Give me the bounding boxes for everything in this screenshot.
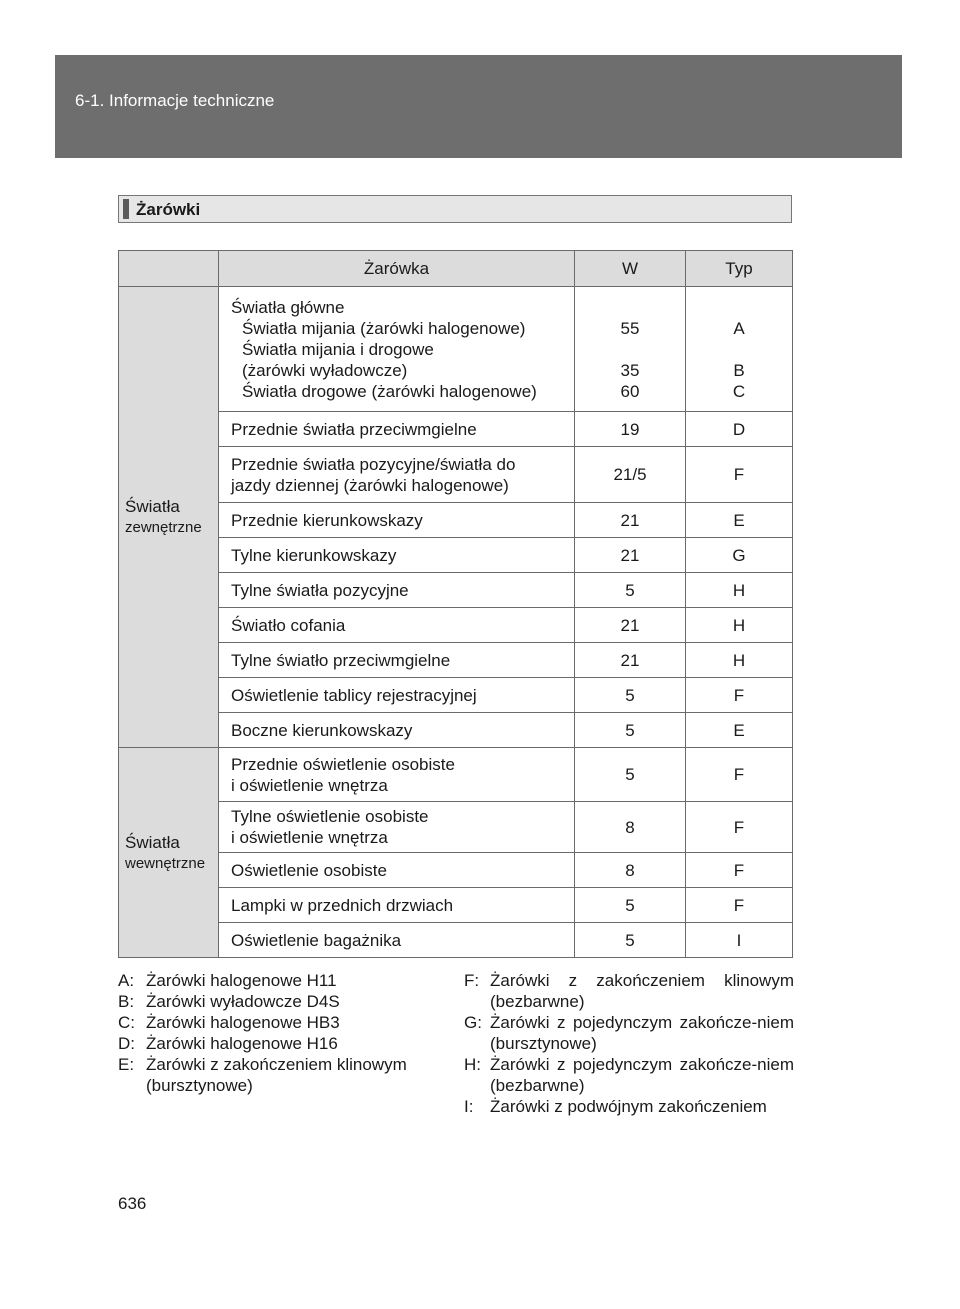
bulb-watts: 21/5 — [575, 447, 686, 503]
bulb-type: F — [686, 802, 793, 853]
bulb-name: Przednie oświetlenie osobiste i oświetlenie wnętrza — [219, 748, 575, 802]
table-row — [119, 503, 793, 538]
table-row — [119, 608, 793, 643]
bulb-name: Tylne kierunkowskazy — [219, 538, 575, 573]
header-bar — [55, 55, 902, 158]
bulb-name: Przednie światła pozycyjne/światła do jazdy dziennej (żarówki halogenowe) — [219, 447, 575, 503]
table-row — [119, 923, 793, 958]
bulb-type: I — [686, 923, 793, 958]
bulb-name: Oświetlenie bagażnika — [219, 923, 575, 958]
bulb-watts: 21 — [575, 538, 686, 573]
table-row — [119, 853, 793, 888]
bulb-name: Oświetlenie tablicy rejestracyjnej — [219, 678, 575, 713]
column-header-watts: W — [575, 251, 686, 287]
bulb-type: D — [686, 412, 793, 447]
bulb-watts: 21 — [575, 503, 686, 538]
table-row — [119, 287, 793, 412]
legend-item — [118, 1054, 440, 1096]
table-row — [119, 643, 793, 678]
legend-text: Żarówki z podwójnym zakończeniem — [490, 1097, 767, 1116]
legend-item — [118, 991, 440, 1012]
bulb-watts: 55 35 60 — [575, 287, 686, 412]
legend-text: Żarówki halogenowe H16 — [146, 1034, 338, 1053]
bulb-name: Światła główne Światła mijania (żarówki halogenowe) Światła mijania i drogowe (żarówki wyładowcze) Światła drogowe (żarówki halogenowe) — [219, 287, 575, 412]
legend-text: Żarówki wyładowcze D4S — [146, 992, 340, 1011]
table-header-row — [119, 251, 793, 287]
table-row — [119, 802, 793, 853]
bulb-watts: 21 — [575, 643, 686, 678]
bulbs-table — [118, 250, 793, 958]
bulb-watts: 5 — [575, 713, 686, 748]
bulb-type: F — [686, 748, 793, 802]
bulb-watts: 5 — [575, 748, 686, 802]
chapter-title: 6-1. Informacje techniczne — [75, 91, 275, 110]
table-row — [119, 713, 793, 748]
column-header-group — [119, 251, 219, 287]
bulb-watts: 8 — [575, 802, 686, 853]
legend-key: D: — [118, 1034, 135, 1053]
bulb-type: A B C — [686, 287, 793, 412]
bulb-name: Tylne światła pozycyjne — [219, 573, 575, 608]
table-row — [119, 538, 793, 573]
bulb-type: F — [686, 447, 793, 503]
bulb-type: H — [686, 573, 793, 608]
bulb-watts: 5 — [575, 923, 686, 958]
bulb-name: Przednie kierunkowskazy — [219, 503, 575, 538]
bulb-watts: 19 — [575, 412, 686, 447]
legend-text: Żarówki halogenowe H11 — [146, 971, 337, 990]
section-title: Żarówki — [136, 200, 201, 219]
bulb-type: E — [686, 503, 793, 538]
legend-right — [464, 970, 794, 1117]
bulb-name: Przednie światła przeciwmgielne — [219, 412, 575, 447]
legend-text: Żarówki z zakończeniem klinowym (bezbarwne) — [490, 971, 794, 1011]
legend-text: Żarówki z pojedynczym zakończe-niem (bezbarwne) — [490, 1055, 794, 1095]
section-marker — [123, 199, 129, 219]
bulb-name: Oświetlenie osobiste — [219, 853, 575, 888]
legend-key: A: — [118, 971, 135, 990]
table-row — [119, 748, 793, 802]
legend-item — [118, 1033, 440, 1054]
legend-text: Żarówki z zakończeniem klinowym (bursztynowe) — [146, 1055, 407, 1095]
bulb-type: E — [686, 713, 793, 748]
bulb-type: F — [686, 888, 793, 923]
bulb-watts: 21 — [575, 608, 686, 643]
table-row — [119, 447, 793, 503]
bulb-type: H — [686, 643, 793, 678]
column-header-type: Typ — [686, 251, 793, 287]
table-row — [119, 678, 793, 713]
legend-key: H: — [464, 1055, 481, 1074]
bulb-name: Światło cofania — [219, 608, 575, 643]
legend-item — [464, 1054, 794, 1096]
bulb-name: Boczne kierunkowskazy — [219, 713, 575, 748]
page-number: 636 — [118, 1194, 147, 1213]
bulb-watts: 5 — [575, 573, 686, 608]
bulb-name: Tylne światło przeciwmgielne — [219, 643, 575, 678]
legend-text: Żarówki halogenowe HB3 — [146, 1013, 340, 1032]
legend-key: E: — [118, 1055, 135, 1074]
table-row — [119, 573, 793, 608]
bulb-type: F — [686, 678, 793, 713]
bulb-watts: 5 — [575, 678, 686, 713]
bulb-name: Tylne oświetlenie osobiste i oświetlenie wnętrza — [219, 802, 575, 853]
column-header-bulb: Żarówka — [219, 251, 575, 287]
legend-item — [118, 970, 440, 991]
legend-item — [118, 1012, 440, 1033]
bulb-type: F — [686, 853, 793, 888]
legend-item — [464, 1012, 794, 1054]
group-label-exterior: Światła zewnętrzne — [119, 287, 219, 748]
legend-text: Żarówki z pojedynczym zakończe-niem (bursztynowe) — [490, 1013, 794, 1053]
bulb-name: Lampki w przednich drzwiach — [219, 888, 575, 923]
legend-key: G: — [464, 1013, 482, 1032]
legend-key: F: — [464, 971, 480, 990]
group-label-interior: Światła wewnętrzne — [119, 748, 219, 958]
bulb-type: H — [686, 608, 793, 643]
bulb-type: G — [686, 538, 793, 573]
legend-item — [464, 1096, 794, 1117]
legend-item — [464, 970, 794, 1012]
legend-key: B: — [118, 992, 135, 1011]
bulb-watts: 8 — [575, 853, 686, 888]
table-row — [119, 888, 793, 923]
section-heading — [118, 195, 792, 223]
legend-key: C: — [118, 1013, 135, 1032]
bulb-watts: 5 — [575, 888, 686, 923]
table-row — [119, 412, 793, 447]
legend-key: I: — [464, 1097, 474, 1116]
legend-left — [118, 970, 440, 1096]
